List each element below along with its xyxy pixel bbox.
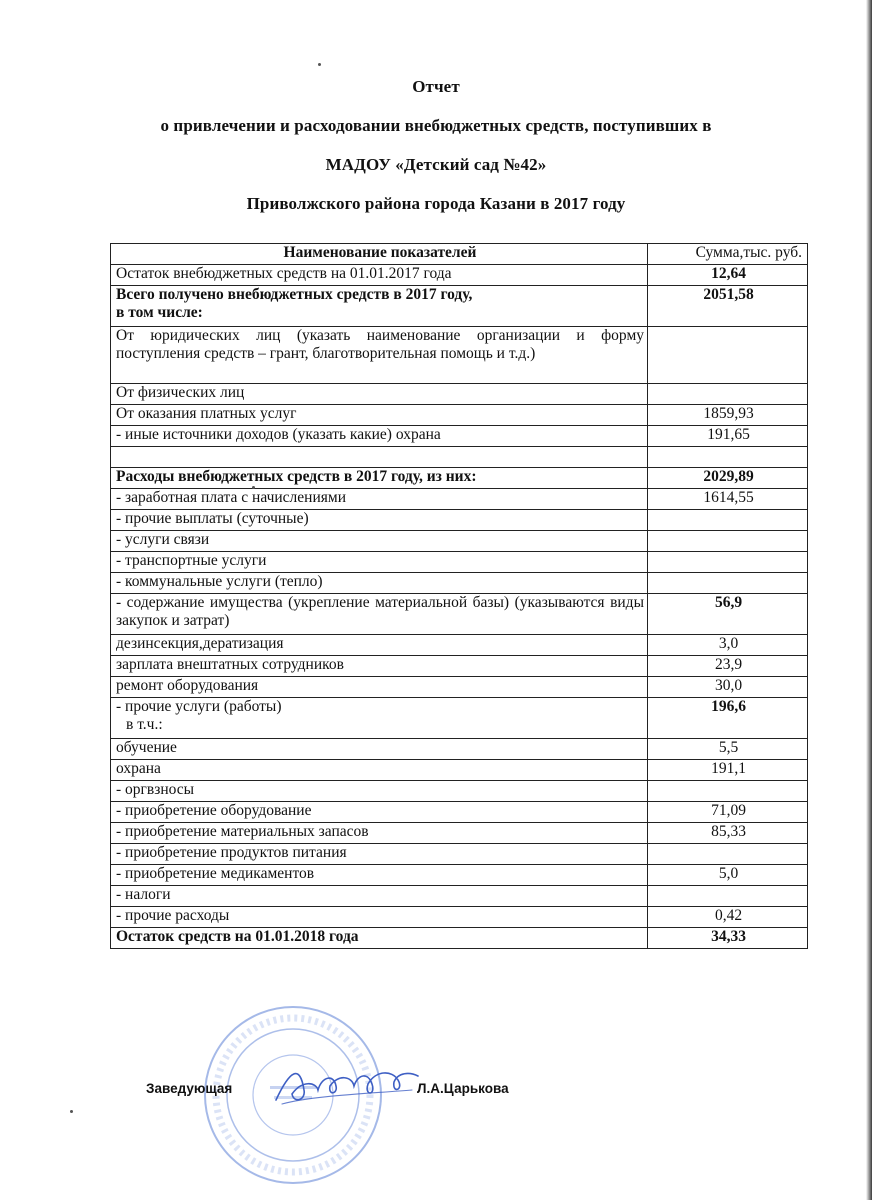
title-line-3: МАДОУ «Детский сад №42» bbox=[325, 155, 547, 174]
row-label: - приобретение материальных запасов bbox=[111, 823, 648, 844]
row-label: От оказания платных услуг bbox=[111, 405, 648, 426]
row-value: 191,1 bbox=[648, 760, 808, 781]
row-value: 71,09 bbox=[648, 802, 808, 823]
table-row bbox=[111, 739, 808, 760]
table-row bbox=[111, 656, 808, 677]
table-row bbox=[111, 865, 808, 886]
row-label: - содержание имущества (укрепление материальной базы) (указываются виды закупок и затрат) bbox=[111, 594, 648, 635]
row-label: Расходы внебюджетных средств в 2017 году, из них: bbox=[111, 468, 648, 489]
table-row bbox=[111, 677, 808, 698]
row-value bbox=[648, 552, 808, 573]
row-label: - заработная плата с начислениями bbox=[111, 489, 648, 510]
row-value: 23,9 bbox=[648, 656, 808, 677]
table-row bbox=[111, 823, 808, 844]
table-row bbox=[111, 468, 808, 489]
row-label: ремонт оборудования bbox=[111, 677, 648, 698]
row-value bbox=[648, 886, 808, 907]
row-label: - приобретение продуктов питания bbox=[111, 844, 648, 865]
row-value bbox=[648, 327, 808, 384]
row-label: Остаток средств на 01.01.2018 года bbox=[111, 928, 648, 949]
table-row bbox=[111, 286, 808, 327]
table-row bbox=[111, 802, 808, 823]
title-line-2: о привлечении и расходовании внебюджетных средств, поступивших в bbox=[160, 116, 712, 135]
row-value: 85,33 bbox=[648, 823, 808, 844]
row-label: - оргвзносы bbox=[111, 781, 648, 802]
signature-line bbox=[146, 1081, 706, 1105]
header-name: Наименование показателей bbox=[111, 244, 648, 265]
row-value: 2029,89 bbox=[648, 468, 808, 489]
row-label: дезинсекция,дератизация bbox=[111, 635, 648, 656]
table-row bbox=[111, 384, 808, 405]
row-value: 1614,55 bbox=[648, 489, 808, 510]
row-label-line-1: - прочие услуги (работы) bbox=[116, 698, 282, 715]
row-value: 3,0 bbox=[648, 635, 808, 656]
table-row bbox=[111, 327, 808, 384]
row-label: зарплата внештатных сотрудников bbox=[111, 656, 648, 677]
row-label: - транспортные услуги bbox=[111, 552, 648, 573]
signer-role: Заведующая bbox=[146, 1081, 233, 1096]
report-title bbox=[0, 78, 872, 234]
table-row bbox=[111, 698, 808, 739]
signer-name: Л.А.Царькова bbox=[417, 1081, 509, 1096]
table-row-total bbox=[111, 928, 808, 949]
row-label-line-2: в т.ч.: bbox=[126, 716, 163, 733]
table-row bbox=[111, 760, 808, 781]
row-value bbox=[648, 531, 808, 552]
table-row bbox=[111, 405, 808, 426]
report-table bbox=[110, 243, 808, 949]
row-label-line-1: Всего получено внебюджетных средств в 2017 году, bbox=[116, 286, 473, 303]
row-label: обучение bbox=[111, 739, 648, 760]
row-label: - иные источники доходов (указать какие) охрана bbox=[111, 426, 648, 447]
scan-speck bbox=[318, 63, 321, 66]
row-value bbox=[648, 510, 808, 531]
row-value: 12,64 bbox=[648, 265, 808, 286]
table-row bbox=[111, 781, 808, 802]
row-value: 5,0 bbox=[648, 865, 808, 886]
row-value bbox=[648, 447, 808, 468]
row-label bbox=[111, 447, 648, 468]
row-label: охрана bbox=[111, 760, 648, 781]
table-row-empty bbox=[111, 447, 808, 468]
table-row bbox=[111, 510, 808, 531]
row-value: 196,6 bbox=[648, 698, 808, 739]
row-value: 56,9 bbox=[648, 594, 808, 635]
title-line-4: Приволжского района города Казани в 2017 году bbox=[246, 194, 626, 213]
table-row bbox=[111, 573, 808, 594]
row-label-line-2: в том числе: bbox=[116, 304, 203, 321]
table-header-row bbox=[111, 244, 808, 265]
row-value: 0,42 bbox=[648, 907, 808, 928]
row-label: - услуги связи bbox=[111, 531, 648, 552]
scan-speck bbox=[70, 1110, 73, 1113]
row-value: 30,0 bbox=[648, 677, 808, 698]
table-row bbox=[111, 426, 808, 447]
table-row bbox=[111, 635, 808, 656]
row-value: 191,65 bbox=[648, 426, 808, 447]
row-label bbox=[111, 286, 648, 327]
row-label bbox=[111, 698, 648, 739]
table-row bbox=[111, 531, 808, 552]
row-value bbox=[648, 844, 808, 865]
row-label: - прочие выплаты (суточные) bbox=[111, 510, 648, 531]
row-label: - прочие расходы bbox=[111, 907, 648, 928]
row-label: - налоги bbox=[111, 886, 648, 907]
table-row bbox=[111, 907, 808, 928]
table-row bbox=[111, 886, 808, 907]
table-row bbox=[111, 552, 808, 573]
table-row bbox=[111, 265, 808, 286]
row-label: От юридических лиц (указать наименование организации и форму поступления средств – грант, благотворительная помощь и т.д.) bbox=[111, 327, 648, 384]
table-row bbox=[111, 594, 808, 635]
header-sum: Сумма,тыс. руб. bbox=[648, 244, 808, 265]
row-label: - приобретение оборудование bbox=[111, 802, 648, 823]
row-value: 2051,58 bbox=[648, 286, 808, 327]
table-row bbox=[111, 489, 808, 510]
row-value bbox=[648, 781, 808, 802]
row-label: - приобретение медикаментов bbox=[111, 865, 648, 886]
table-row bbox=[111, 844, 808, 865]
row-value: 1859,93 bbox=[648, 405, 808, 426]
scan-speck bbox=[252, 486, 255, 489]
title-line-1: Отчет bbox=[412, 77, 460, 96]
row-label: Остаток внебюджетных средств на 01.01.2017 года bbox=[111, 265, 648, 286]
row-label: - коммунальные услуги (тепло) bbox=[111, 573, 648, 594]
row-value: 5,5 bbox=[648, 739, 808, 760]
row-value bbox=[648, 573, 808, 594]
row-value: 34,33 bbox=[648, 928, 808, 949]
row-label: От физических лиц bbox=[111, 384, 648, 405]
row-value bbox=[648, 384, 808, 405]
